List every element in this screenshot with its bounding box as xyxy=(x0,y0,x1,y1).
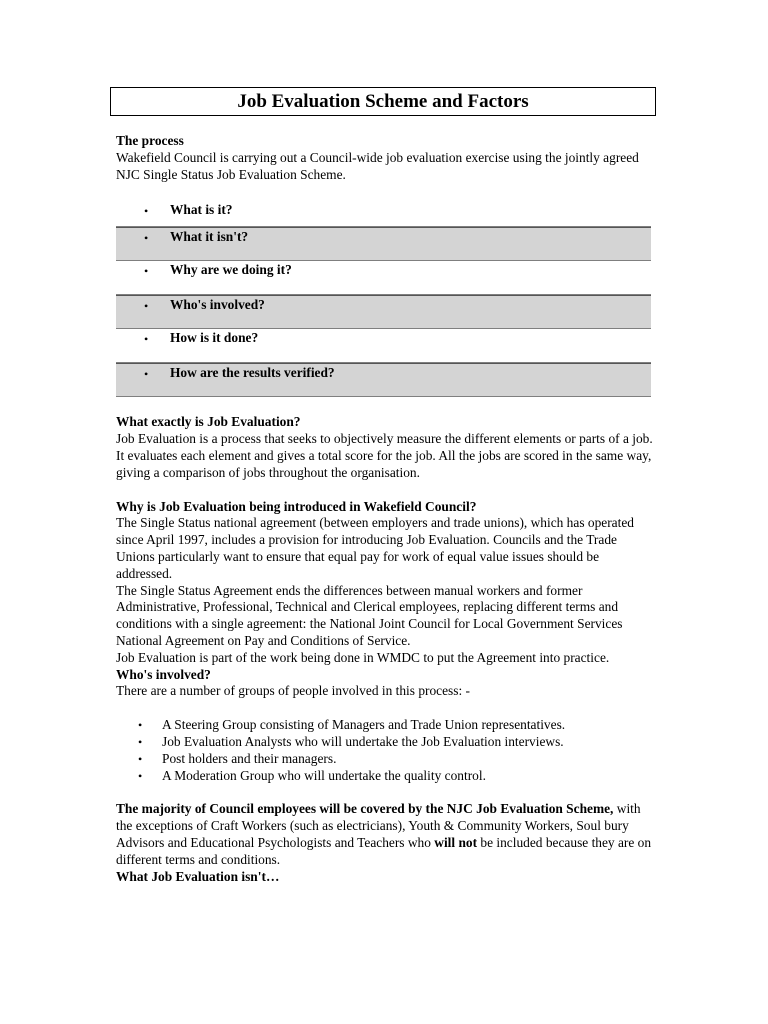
who-list xyxy=(116,717,656,784)
page-title: Job Evaluation Scheme and Factors xyxy=(110,87,656,116)
bullet-icon: • xyxy=(138,751,143,766)
toc-row xyxy=(116,201,651,227)
who-intro: There are a number of groups of people involved in this process: - xyxy=(116,683,471,699)
toc-row xyxy=(116,363,651,397)
bullet-icon: • xyxy=(144,204,149,219)
why-heading: Why is Job Evaluation being introduced in Wakefield Council? xyxy=(116,498,477,514)
list-item xyxy=(116,734,656,751)
bullet-icon: • xyxy=(144,231,149,246)
list-item-text: Job Evaluation Analysts who will undertake the Job Evaluation interviews. xyxy=(162,733,564,749)
why-paragraph-3: Job Evaluation is part of the work being done in WMDC to put the Agreement into practice. xyxy=(116,649,610,665)
process-heading: The process xyxy=(116,133,184,148)
toc-label: How is it done? xyxy=(170,330,259,346)
who-heading: Who's involved? xyxy=(116,666,211,682)
majority-paragraph xyxy=(116,801,656,868)
bullet-icon: • xyxy=(144,367,149,382)
majority-bold-start: The majority of Council employees will be covered by the NJC Job Evaluation Scheme, xyxy=(116,801,614,817)
bullet-icon: • xyxy=(144,264,149,279)
toc-label: Why are we doing it? xyxy=(170,262,292,278)
isnt-heading: What Job Evaluation isn't… xyxy=(116,868,280,884)
list-item-text: A Steering Group consisting of Managers and Trade Union representatives. xyxy=(162,717,566,733)
toc-row xyxy=(116,261,651,295)
toc-label: What it isn't? xyxy=(170,229,249,245)
majority-text-end: be included because they are on different terms and conditions. xyxy=(116,834,652,867)
toc-label: Who's involved? xyxy=(170,297,265,313)
bullet-icon: • xyxy=(138,734,143,749)
what-is-heading: What exactly is Job Evaluation? xyxy=(116,414,301,430)
list-item xyxy=(116,768,656,785)
why-paragraph-1: The Single Status national agreement (between employers and trade unions), which has operated since April 1997, includes a provision for introducing Job Evaluation. Councils and the Trade Unions particularly want to ensure that equal pay for work of equal value issues should be addressed. xyxy=(116,515,634,581)
bullet-icon: • xyxy=(138,768,143,783)
spacer xyxy=(116,784,656,801)
why-paragraph-2: The Single Status Agreement ends the differences between manual workers and former Administrative, Professional, Technical and Clerical employees, replacing different terms and conditions with a single agreement: the National Joint Council for Local Government Services National Agreement on Pay and Conditions of Service. xyxy=(116,582,623,648)
list-item xyxy=(116,751,656,768)
toc-row xyxy=(116,329,651,363)
majority-bold-mid: will not xyxy=(434,834,478,850)
toc-label: What is it? xyxy=(170,202,233,218)
document-body xyxy=(116,133,656,885)
bullet-icon: • xyxy=(144,299,149,314)
list-item-text: Post holders and their managers. xyxy=(162,750,337,766)
toc-table xyxy=(116,201,651,397)
spacer xyxy=(116,700,656,717)
toc-row xyxy=(116,227,651,261)
spacer xyxy=(116,397,656,414)
toc-label: How are the results verified? xyxy=(170,365,335,381)
process-text: Wakefield Council is carrying out a Council-wide job evaluation exercise using the jointly agreed NJC Single Status Job Evaluation Scheme. xyxy=(116,149,639,182)
bullet-icon: • xyxy=(144,332,149,347)
list-item xyxy=(116,717,656,734)
list-item-text: A Moderation Group who will undertake the quality control. xyxy=(162,767,486,783)
what-is-text: Job Evaluation is a process that seeks to objectively measure the different elements or parts of a job. It evaluates each element and gives a total score for the job. All the jobs are scored in the same way, giving a comparison of jobs throughout the organisation. xyxy=(116,431,653,480)
bullet-icon: • xyxy=(138,718,143,733)
majority-text-mid: with the exceptions of Craft Workers (such as electricians), Youth & Community Workers, Soul bury Advisors and Educational Psychologists and Teachers who xyxy=(116,801,641,850)
spacer xyxy=(116,482,656,499)
toc-row xyxy=(116,295,651,329)
